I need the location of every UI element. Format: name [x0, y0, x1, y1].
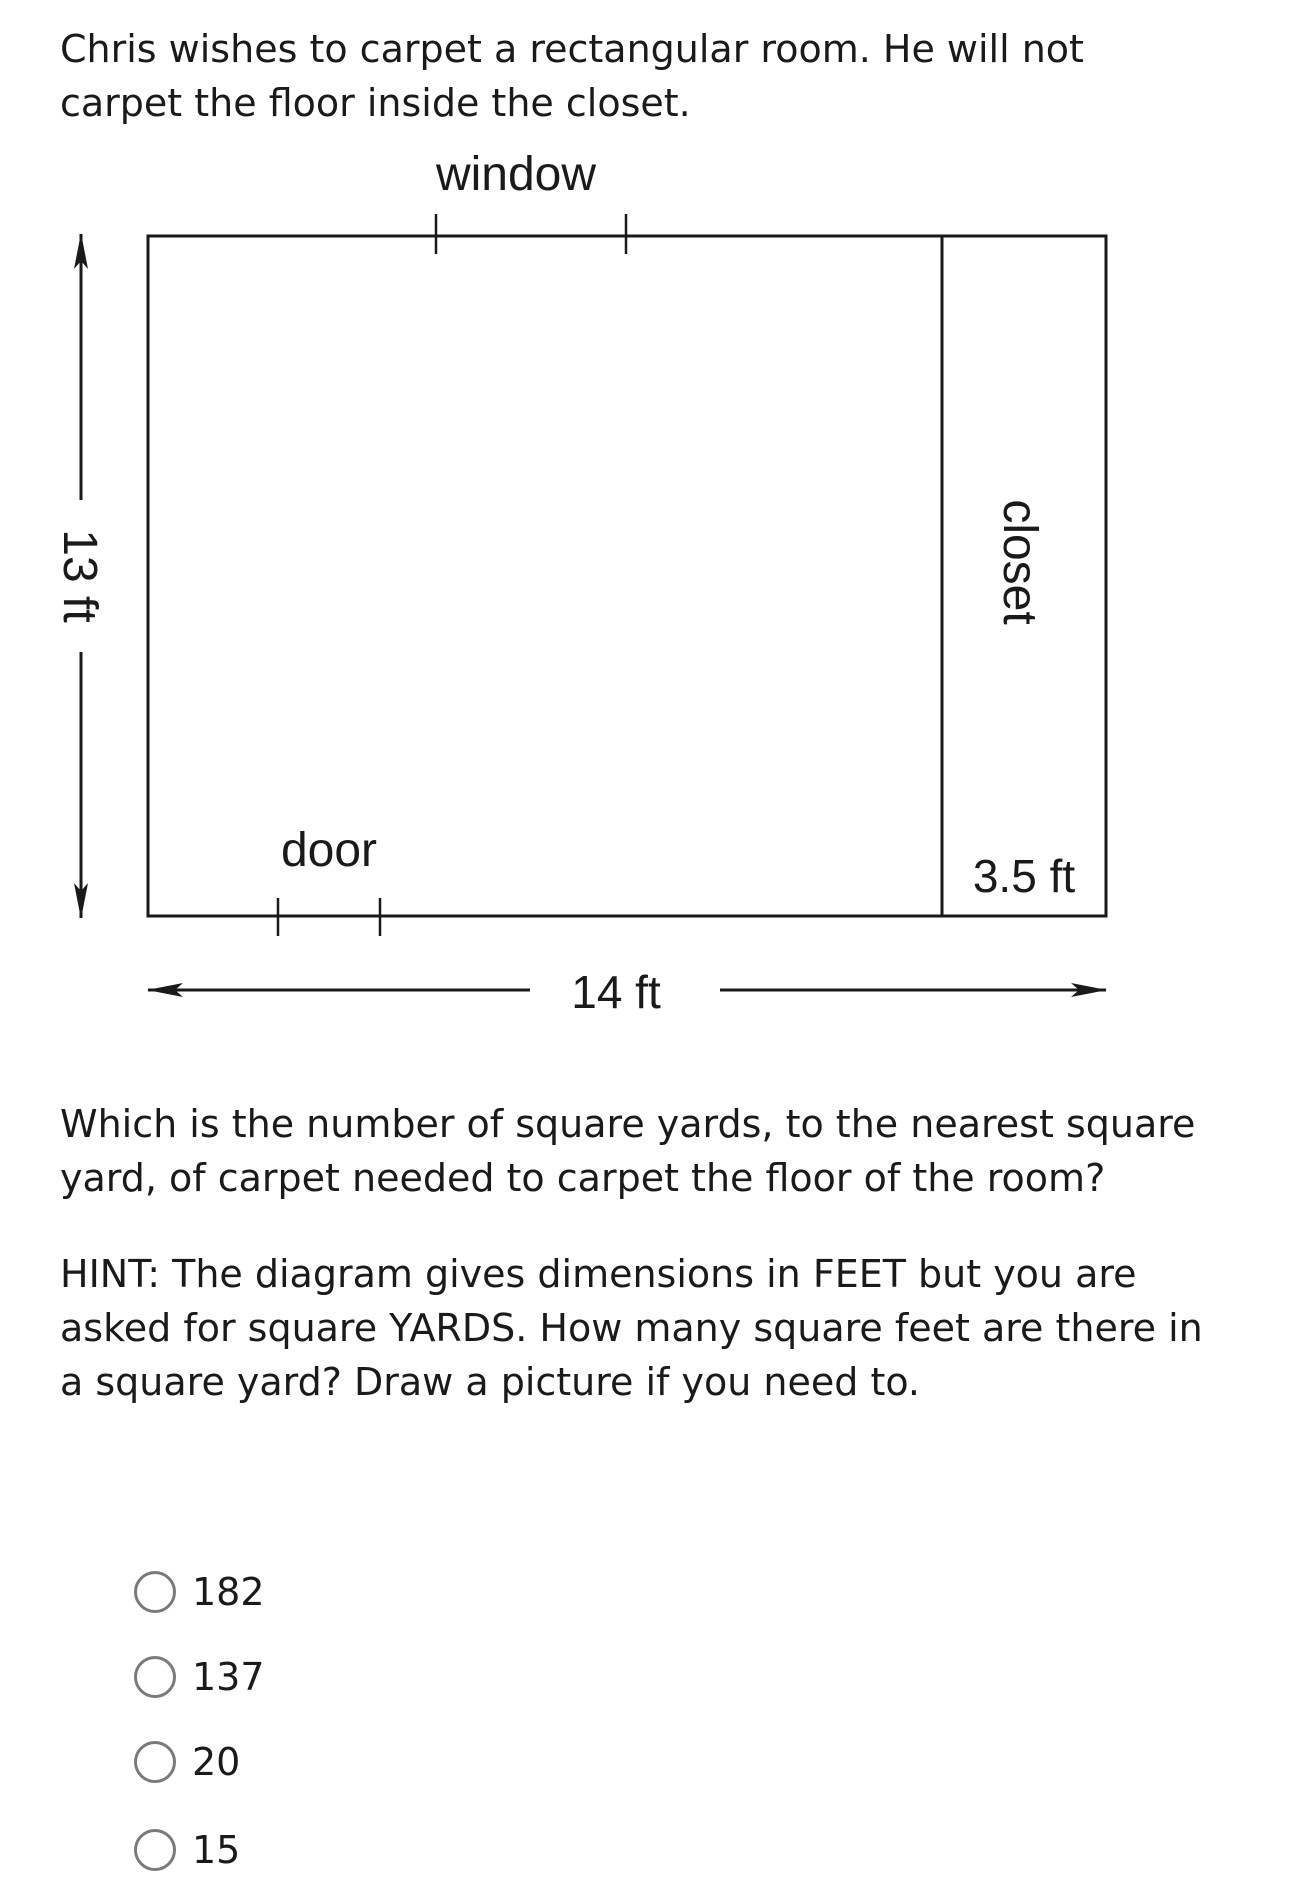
- room-outline: [148, 236, 1106, 916]
- choice-label: 182: [192, 1570, 265, 1614]
- radio-button[interactable]: [134, 1656, 176, 1698]
- width-label: 14 ft: [571, 966, 661, 1018]
- radio-button[interactable]: [134, 1571, 176, 1613]
- choice-label: 20: [192, 1740, 241, 1784]
- choice-label: 137: [192, 1655, 265, 1699]
- window-label: window: [435, 148, 597, 201]
- radio-button[interactable]: [134, 1829, 176, 1871]
- height-label: 13 ft: [53, 529, 106, 623]
- choice-182[interactable]: [134, 1562, 265, 1622]
- choice-20[interactable]: [134, 1732, 240, 1792]
- door-label: door: [280, 824, 378, 877]
- closet-label: closet: [993, 499, 1046, 625]
- radio-button[interactable]: [134, 1741, 176, 1783]
- question-text: Which is the number of square yards, to the nearest square yard, of carpet needed to carpet the floor of the room?: [60, 1102, 1196, 1200]
- choice-label: 15: [192, 1828, 241, 1872]
- hint-text: HINT: The diagram gives dimensions in FEET but you are asked for square YARDS. How many square feet are there in a square yard? Draw a picture if you need to.: [60, 1252, 1203, 1404]
- choice-137[interactable]: [134, 1647, 265, 1707]
- question-prompt: Chris wishes to carpet a rectangular room. He will not carpet the floor inside the closet.: [60, 27, 1084, 125]
- choice-15[interactable]: [134, 1820, 240, 1880]
- closet-width-label: 3.5 ft: [972, 850, 1076, 902]
